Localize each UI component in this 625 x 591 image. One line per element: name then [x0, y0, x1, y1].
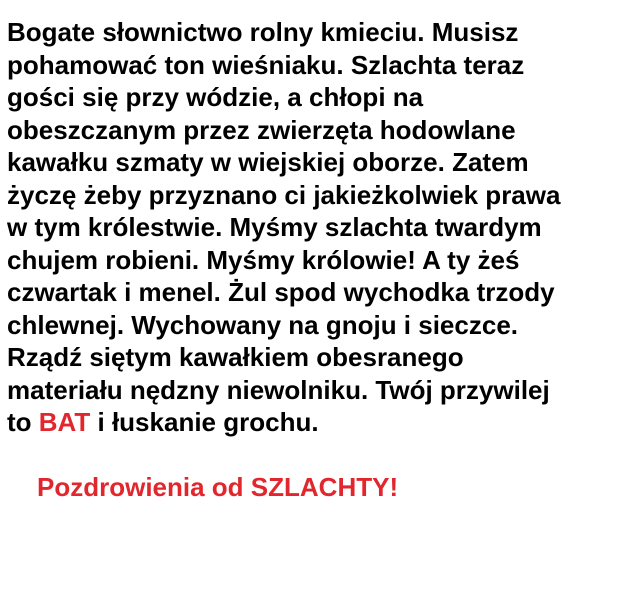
text-line: kawałku szmaty w wiejskiej oborze. Zatem [7, 147, 529, 177]
text-line: materiału nędzny niewolniku. Twój przywilej [7, 374, 550, 405]
paragraph [7, 16, 619, 439]
text-line: w tym królestwie. Myśmy szlachta twardym [7, 212, 542, 242]
text-line [7, 406, 619, 439]
text-line: Bogate słownictwo rolny kmieciu. Musisz [7, 17, 519, 47]
text-line: chujem robieni. Myśmy królowie! A ty żeś [7, 244, 520, 275]
text-line: chlewnej. Wychowany na gnoju i sieczce. [7, 309, 518, 340]
text-line: życzę żeby przyznano ci jakieżkolwiek prawa [7, 179, 561, 210]
highlighted-word: BAT [38, 407, 91, 437]
text-line: czwartak i menel. Żul spod wychodka trzody [7, 277, 555, 307]
text-line: gości się przy wódzie, a chłopi na [7, 82, 424, 112]
text-segment: to [7, 407, 39, 437]
closing-line: Pozdrowienia od SZLACHTY! [37, 472, 399, 502]
text-segment: i łuskanie grochu. [90, 407, 319, 437]
text-line: pohamować ton wieśniaku. Szlachta teraz [7, 49, 525, 80]
text-line: Rządź siętym kawałkiem obesranego [7, 342, 464, 372]
text-line: obeszczanym przez zwierzęta hodowlane [7, 114, 516, 145]
